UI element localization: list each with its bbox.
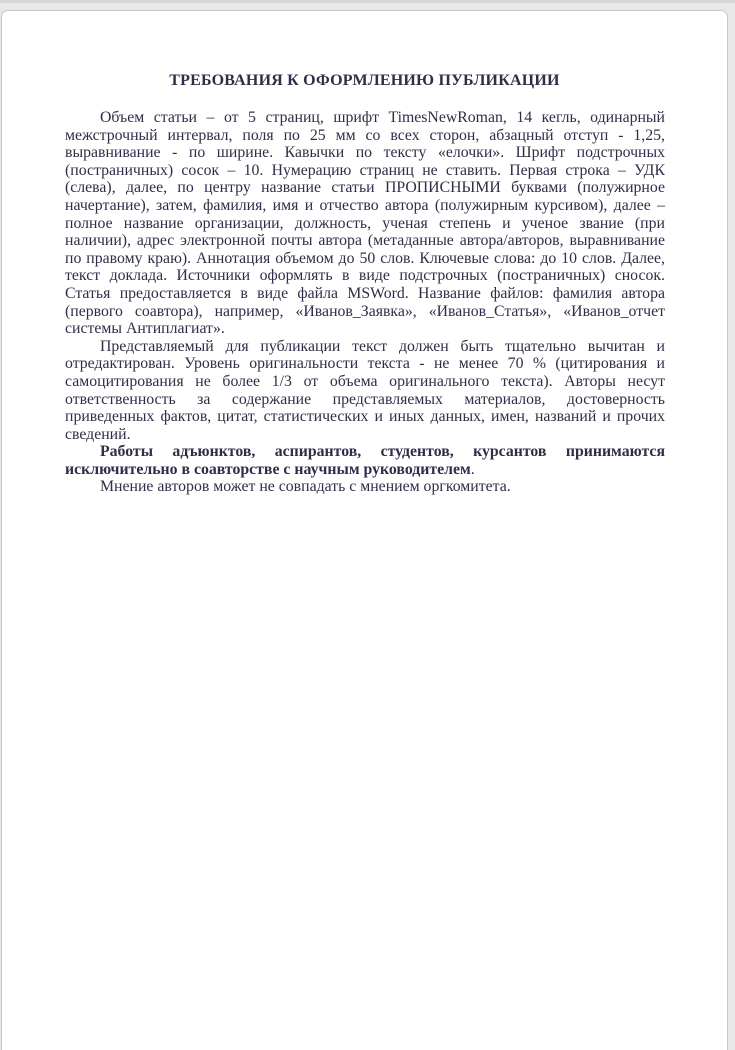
paragraph-originality-requirements: Представляемый для публикации текст должен быть тщательно вычитан и отредактирован. Уровень оригинальности текста - не менее 70 % (цитирования и самоцитирования не более 1/3 от объема оригинального текста). Авторы несут ответственность за содержание представляемых материалов, достоверность приведенных фактов, цитат, статистических и иных данных, имен, названий и прочих сведений. [65,337,665,443]
document-page [1,10,728,1050]
page-title: ТРЕБОВАНИЯ К ОФОРМЛЕНИЮ ПУБЛИКАЦИИ [169,72,560,89]
paragraph-formatting-requirements: Объем статьи – от 5 страниц, шрифт TimesNewRoman, 14 кегль, одинарный межстрочный интервал, поля по 25 мм со всех сторон, абзацный отступ - 1,25, выравнивание - по ширине. Кавычки по тексту «елочки». Шрифт подстрочных (постраничных) сосок – 10. Нумерацию страниц не ставить. Первая строка – УДК (слева), далее, по центру название статьи ПРОПИСНЫМИ буквами (полужирное начертание), затем, фамилия, имя и отчество автора (полужирным курсивом), далее – полное название организации, должность, ученая степень и ученое звание (при наличии), адрес электронной почты автора (метаданные автора/авторов, выравнивание по правому краю). Аннотация объемом до 50 слов. Ключевые слова: до 10 слов. Далее, текст доклада. Источники оформлять в виде подстрочных (постраничных) сносок. Статья предоставляется в виде файла MSWord. Название файлов: фамилия автора (первого соавтора), например, «Иванов_Заявка», «Иванов_Статья», «Иванов_отчет системы Антиплагиат». [65,109,665,338]
document-body [65,109,665,496]
coauthorship-requirement-text: Работы адъюнктов, аспирантов, студентов, курсантов принимаются исключительно в соавторстве с научным руководителем [65,443,665,478]
paragraph-disclaimer: Мнение авторов может не совпадать с мнением оргкомитета. [100,478,511,496]
coauthorship-requirement-period: . [470,460,475,478]
backdrop-top-line [0,0,735,3]
paragraph-coauthorship-requirement [65,443,665,478]
